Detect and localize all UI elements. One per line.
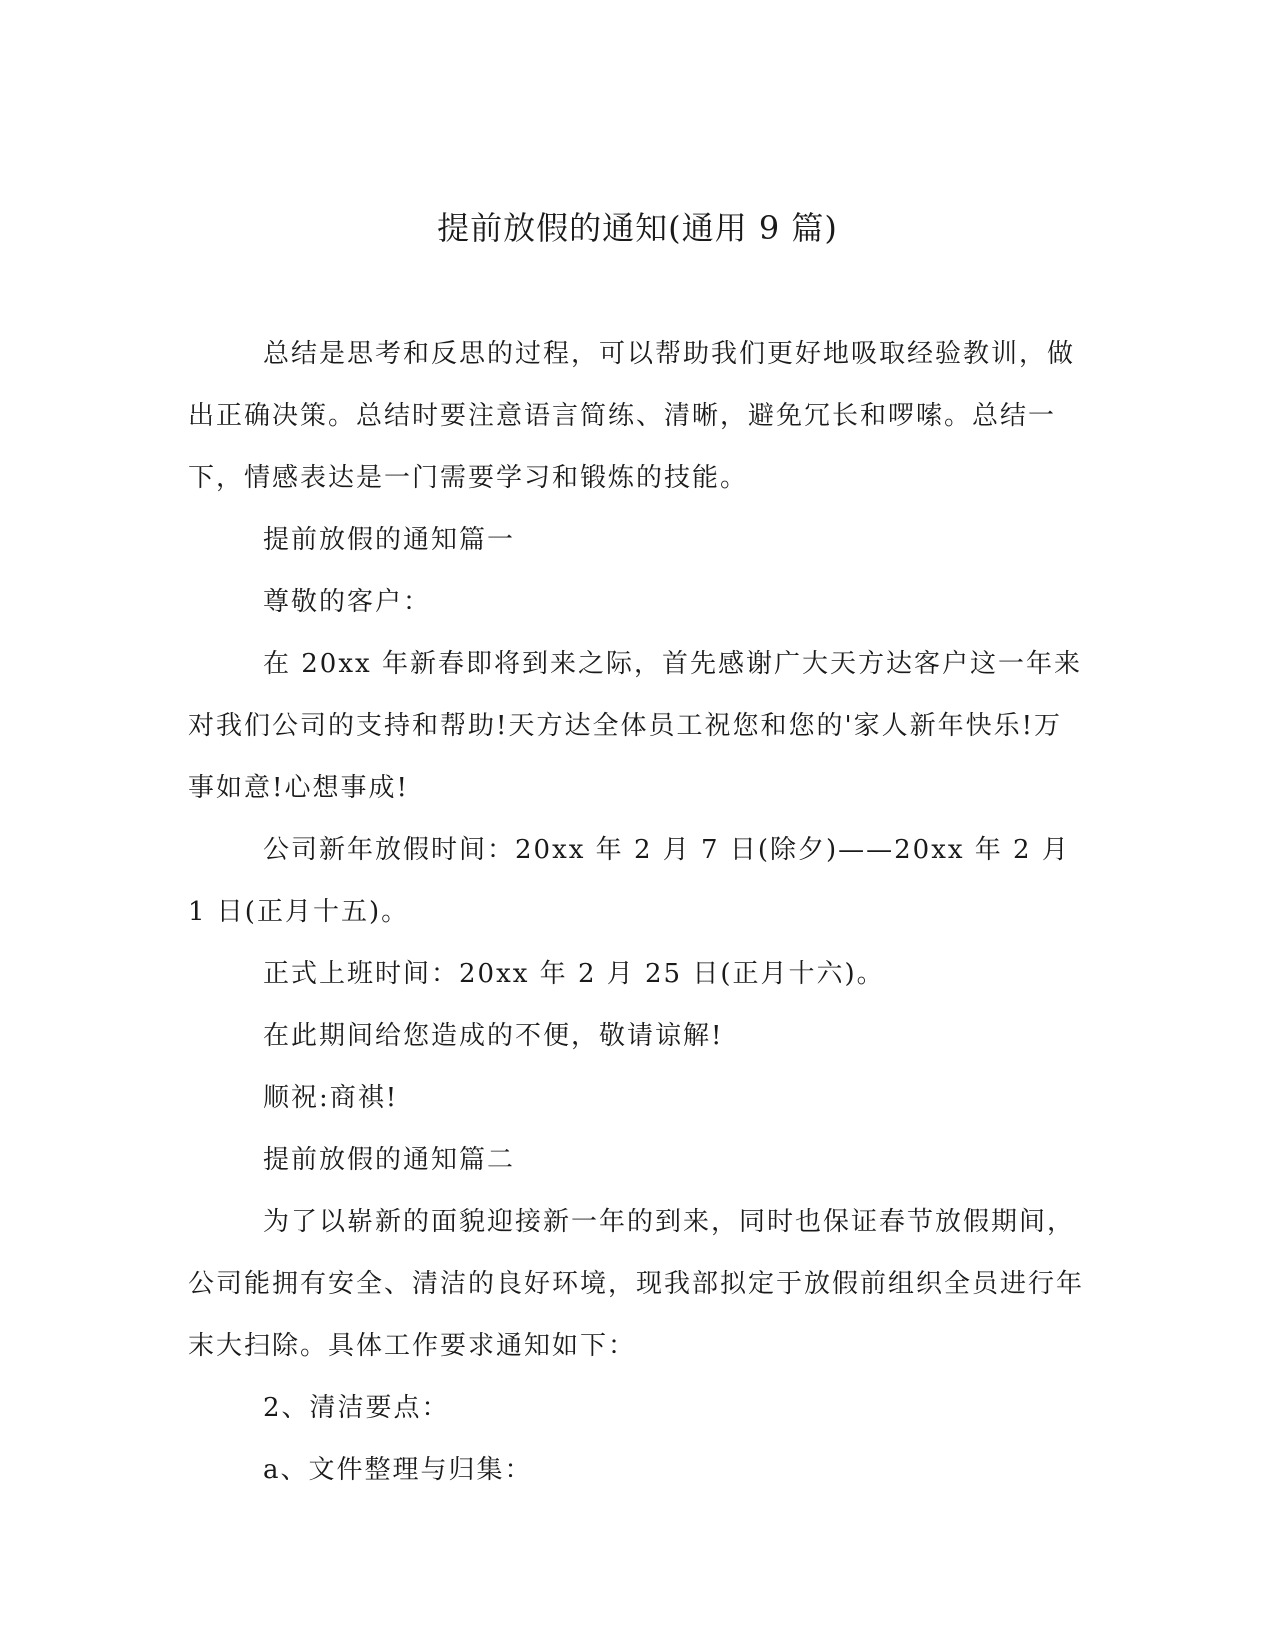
- cleaning-intro-paragraph: 为了以崭新的面貌迎接新一年的到来，同时也保证春节放假期间，公司能拥有安全、清洁的良好环境，现我部拟定于放假前组织全员进行年末大扫除。具体工作要求通知如下：: [188, 1207, 1085, 1361]
- holiday-period: 公司新年放假时间：20xx 年 2 月 7 日(除夕)——20xx 年 2 月 1 日(正月十五)。: [188, 835, 1070, 927]
- document-body: [188, 323, 1088, 1501]
- work-resume-date: 正式上班时间：20xx 年 2 月 25 日(正月十六)。: [263, 959, 885, 989]
- apology-line: 在此期间给您造成的不便，敬请谅解!: [263, 1021, 724, 1051]
- section-heading-2: 提前放假的通知篇二: [263, 1145, 516, 1175]
- intro-paragraph: 总结是思考和反思的过程，可以帮助我们更好地吸取经验教训，做出正确决策。总结时要注意语言简练、清晰，避免冗长和啰嗦。总结一下，情感表达是一门需要学习和锻炼的技能。: [188, 339, 1076, 493]
- salutation: 尊敬的客户：: [263, 587, 432, 617]
- cleaning-points-heading: 2、清洁要点：: [263, 1393, 450, 1423]
- closing-wish: 顺祝:商祺!: [263, 1083, 399, 1113]
- section-heading-1: 提前放假的通知篇一: [263, 525, 516, 555]
- document-title: 提前放假的通知(通用 9 篇): [437, 209, 838, 247]
- greeting-paragraph: 在 20xx 年新春即将到来之际，首先感谢广大天方达客户这一年来对我们公司的支持和帮助!天方达全体员工祝您和您的'家人新年快乐!万事如意!心想事成!: [188, 649, 1082, 803]
- document-filing-item: a、文件整理与归集：: [263, 1455, 533, 1485]
